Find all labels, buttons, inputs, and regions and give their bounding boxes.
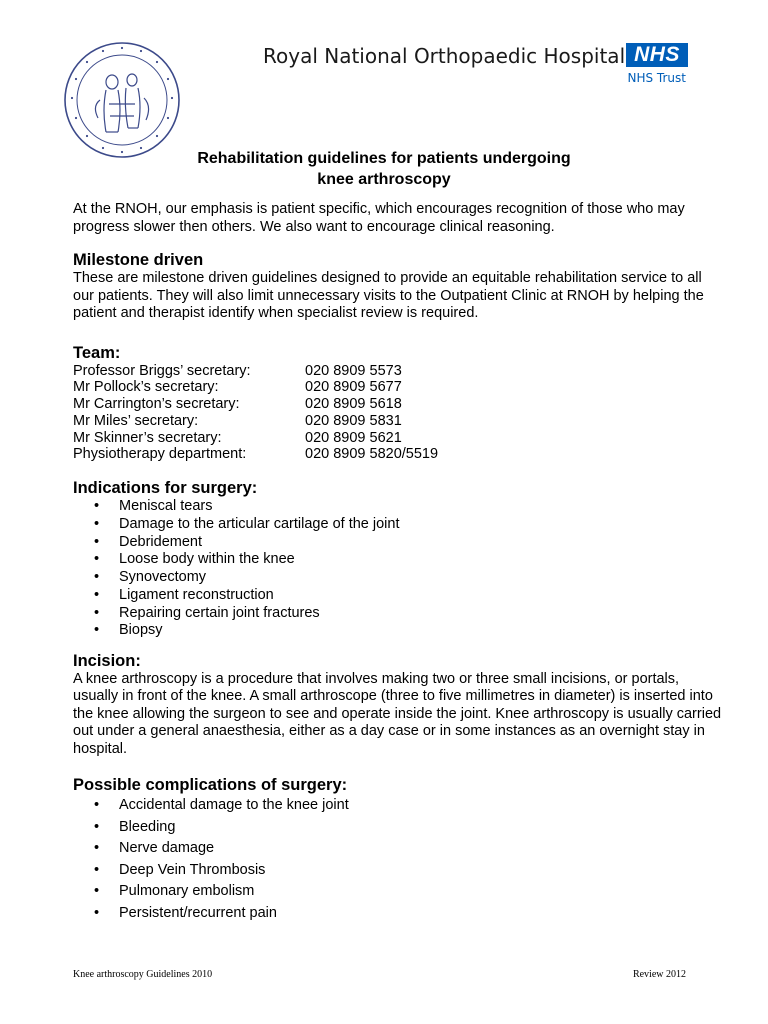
team-role: Mr Skinner’s secretary: bbox=[73, 429, 222, 446]
list-item bbox=[73, 587, 723, 605]
organization-name: Royal National Orthopaedic Hospital bbox=[263, 44, 626, 68]
indications-heading: Indications for surgery: bbox=[73, 479, 258, 498]
list-item-text: Bleeding bbox=[119, 818, 176, 835]
list-item-text: Pulmonary embolism bbox=[119, 883, 255, 900]
title-line-2: knee arthroscopy bbox=[317, 171, 451, 188]
bullet-icon: • bbox=[94, 569, 100, 586]
list-item-text: Biopsy bbox=[119, 622, 163, 639]
list-item-text: Debridement bbox=[119, 533, 203, 550]
list-item bbox=[73, 817, 723, 839]
bullet-icon: • bbox=[94, 904, 100, 921]
list-item-text: Persistent/recurrent pain bbox=[119, 904, 277, 921]
nhs-logo: NHS bbox=[626, 43, 688, 67]
hospital-seal-icon bbox=[62, 40, 182, 160]
list-item-text: Synovectomy bbox=[119, 569, 207, 586]
footer-left: Knee arthroscopy Guidelines 2010 bbox=[73, 969, 213, 980]
bullet-icon: • bbox=[94, 515, 100, 532]
bullet-icon: • bbox=[94, 861, 100, 878]
list-item-text: Repairing certain joint fractures bbox=[119, 604, 320, 621]
bullet-icon: • bbox=[94, 797, 100, 814]
team-role: Mr Carrington’s secretary: bbox=[73, 396, 240, 413]
footer-right: Review 2012 bbox=[632, 969, 686, 980]
bullet-icon: • bbox=[94, 818, 100, 835]
bullet-icon: • bbox=[94, 551, 100, 568]
intro-paragraph: At the RNOH, our emphasis is patient specific, which encourages recognition of those who may progress slower then others. We also want to encourage clinical reasoning. bbox=[73, 201, 685, 235]
team-phone: 020 8909 5573 bbox=[305, 362, 402, 379]
team-phone: 020 8909 5677 bbox=[305, 379, 402, 396]
bullet-icon: • bbox=[94, 498, 100, 515]
list-item-text: Ligament reconstruction bbox=[119, 586, 274, 603]
team-row bbox=[73, 430, 723, 447]
team-role: Professor Briggs’ secretary: bbox=[73, 362, 251, 379]
list-item bbox=[73, 516, 723, 534]
list-item-text: Deep Vein Thrombosis bbox=[119, 861, 266, 878]
team-heading: Team: bbox=[73, 343, 121, 362]
indications-list bbox=[73, 498, 723, 640]
team-phone: 020 8909 5618 bbox=[305, 396, 402, 413]
team-row bbox=[73, 413, 723, 430]
team-table bbox=[73, 363, 723, 464]
team-phone: 020 8909 5820/5519 bbox=[305, 446, 439, 463]
list-item bbox=[73, 622, 723, 640]
list-item bbox=[73, 838, 723, 860]
team-row bbox=[73, 379, 723, 396]
bullet-icon: • bbox=[94, 533, 100, 550]
list-item bbox=[73, 860, 723, 882]
list-item bbox=[73, 903, 723, 925]
team-role: Mr Pollock’s secretary: bbox=[73, 379, 219, 396]
document-body bbox=[73, 201, 723, 924]
list-item bbox=[73, 605, 723, 623]
document-title bbox=[0, 148, 768, 190]
list-item bbox=[73, 881, 723, 903]
complications-list bbox=[73, 795, 723, 924]
list-item-text: Nerve damage bbox=[119, 840, 215, 857]
list-item bbox=[73, 551, 723, 569]
list-item-text: Loose body within the knee bbox=[119, 551, 295, 568]
incision-paragraph: A knee arthroscopy is a procedure that involves making two or three small incisions, or portals, usually in front of the knee. A small arthroscope (three to five millimetres in diameter) is inserted into the knee allowing the surgeon to see and operate inside the joint. Knee arthroscopy is usually carried out under a general anaesthesia, either as a day case or in some instances as an overnight stay in hospital. bbox=[73, 670, 722, 757]
nhs-trust-label: NHS Trust bbox=[627, 71, 686, 85]
bullet-icon: • bbox=[94, 586, 100, 603]
list-item bbox=[73, 498, 723, 516]
list-item-text: Meniscal tears bbox=[119, 498, 213, 515]
bullet-icon: • bbox=[94, 883, 100, 900]
list-item bbox=[73, 795, 723, 817]
milestone-heading: Milestone driven bbox=[73, 251, 204, 269]
list-item-text: Accidental damage to the knee joint bbox=[119, 797, 349, 814]
team-row bbox=[73, 396, 723, 413]
bullet-icon: • bbox=[94, 840, 100, 857]
complications-heading: Possible complications of surgery: bbox=[73, 776, 348, 795]
list-item bbox=[73, 569, 723, 587]
team-phone: 020 8909 5621 bbox=[305, 429, 402, 446]
bullet-icon: • bbox=[94, 604, 100, 621]
bullet-icon: • bbox=[94, 622, 100, 639]
team-phone: 020 8909 5831 bbox=[305, 412, 402, 429]
title-line-1: Rehabilitation guidelines for patients undergoing bbox=[197, 150, 571, 167]
team-row bbox=[73, 446, 723, 463]
incision-heading: Incision: bbox=[73, 651, 141, 670]
list-item-text: Damage to the articular cartilage of the joint bbox=[119, 515, 400, 532]
team-role: Mr Miles’ secretary: bbox=[73, 412, 199, 429]
milestone-paragraph: These are milestone driven guidelines designed to provide an equitable rehabilitation service to all our patients. They will also limit unnecessary visits to the Outpatient Clinic at RNOH by helping the patient and therapist identify when specialist review is required. bbox=[73, 270, 704, 321]
team-role: Physiotherapy department: bbox=[73, 446, 247, 463]
team-row bbox=[73, 363, 723, 380]
list-item bbox=[73, 534, 723, 552]
